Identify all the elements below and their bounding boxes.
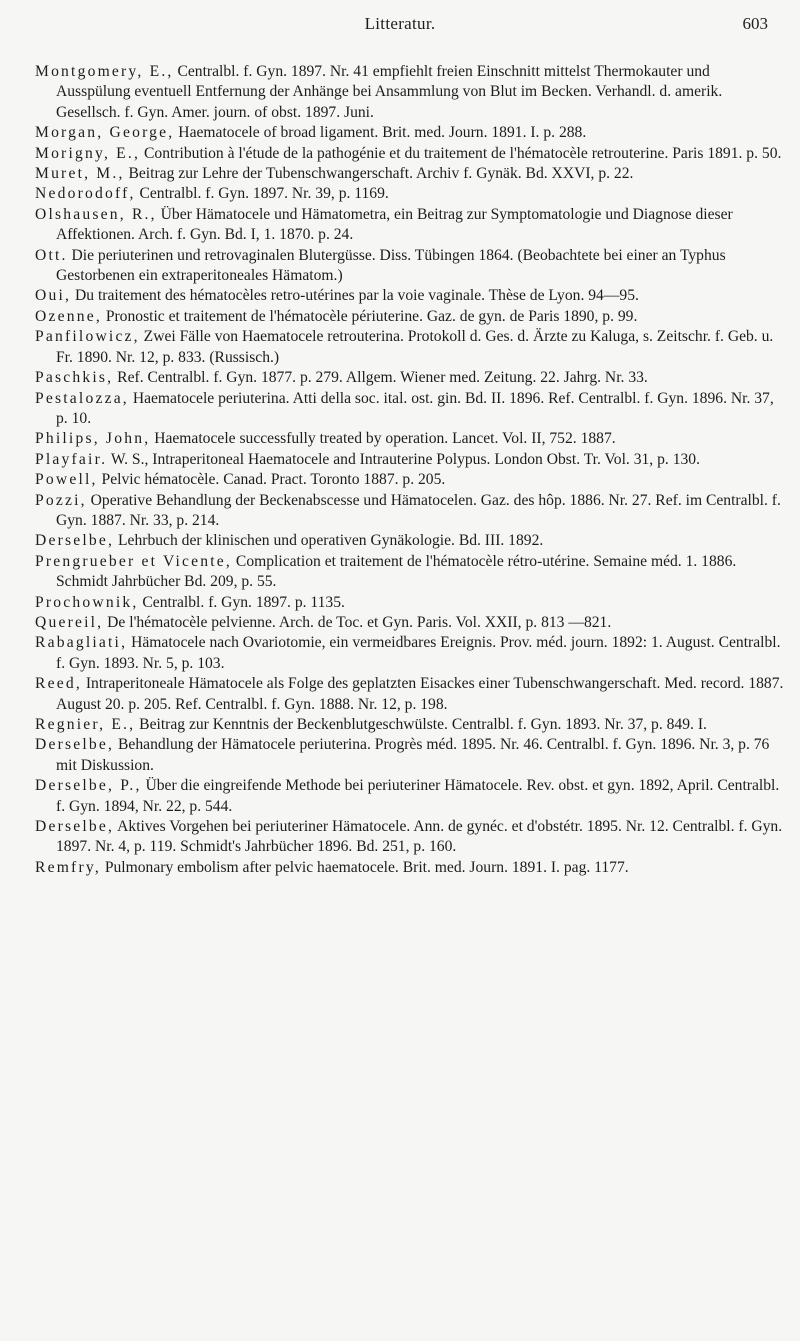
entry-author: Morgan, George, bbox=[35, 124, 175, 142]
entry-text: Behandlung der Hämatocele periuterina. Progrès méd. 1895. Nr. 46. Centralbl. f. Gyn. 1896. Nr. 3, p. 76 mit Diskussion. bbox=[56, 736, 770, 774]
entry-text: Operative Behandlung der Beckenabscesse und Hämatocelen. Gaz. des hôp. 1886. Nr. 27. Ref. im Centralbl. f. Gyn. 1887. Nr. 33, p. 214. bbox=[56, 491, 781, 529]
bibliography-entry bbox=[35, 613, 787, 633]
bibliography-entry bbox=[35, 552, 787, 593]
entry-text: Die periuterinen und retrovaginalen Blutergüsse. Diss. Tübingen 1864. (Beobachtete bei einer an Typhus Gestorbenen ein extraperitoneales Hämatom.) bbox=[56, 246, 726, 285]
entry-text: Haematocele of broad ligament. Brit. med. Journ. 1891. I. p. 288. bbox=[174, 124, 587, 142]
bibliography-entry bbox=[35, 531, 787, 551]
entry-author: Playfair. bbox=[35, 450, 108, 468]
entry-text: Pulmonary embolism after pelvic haematocele. Brit. med. Journ. 1891. I. pag. 1177. bbox=[100, 858, 629, 876]
bibliography-entry bbox=[35, 164, 787, 184]
bibliography-entry bbox=[35, 123, 787, 143]
entry-author: Oui, bbox=[35, 287, 72, 305]
bibliography-entry bbox=[35, 450, 787, 470]
entry-author: Remfry, bbox=[35, 858, 101, 876]
bibliography-entry bbox=[35, 205, 787, 246]
entry-text: Intraperitoneale Hämatocele als Folge des geplatzten Eisackes einer Tubenschwangerschaft. Med. record. 1887. August 20. p. 205. Ref. Centralbl. f. Gyn. 1888. Nr. 12, p. 198. bbox=[56, 675, 784, 713]
entry-text: Centralbl. f. Gyn. 1897. Nr. 41 empfiehlt freien Einschnitt mittelst Thermokauter und Ausspülung eventuell Entfernung der Anhänge bei Ansammlung von Blut im Becken. Verhandl. d. amerik. Gesellsch. f. Gyn. Amer. journ. of obst. 1897. Juni. bbox=[56, 63, 723, 121]
entry-author: Philips, John, bbox=[35, 430, 151, 448]
bibliography-entry bbox=[35, 674, 787, 715]
entry-author: Pozzi, bbox=[35, 491, 87, 509]
bibliography-entry bbox=[35, 633, 787, 674]
entry-text: Haematocele periuterina. Atti della soc. ital. ost. gin. Bd. II. 1896. Ref. Centralbl. f. Gyn. 1896. Nr. 37, p. 10. bbox=[56, 389, 774, 427]
entry-author: Olshausen, R., bbox=[35, 205, 157, 223]
entry-author: Prochownik, bbox=[35, 593, 139, 611]
page-header bbox=[0, 14, 800, 40]
entry-author: Pestalozza, bbox=[35, 389, 129, 407]
bibliography-entry bbox=[35, 184, 787, 204]
bibliography-entry bbox=[35, 389, 787, 430]
entry-author: Muret, M., bbox=[35, 165, 125, 183]
entry-text: Centralbl. f. Gyn. 1897. Nr. 39, p. 1169. bbox=[135, 185, 389, 203]
entry-author: Nedorodoff, bbox=[35, 185, 136, 203]
entry-author: Derselbe, bbox=[35, 736, 115, 754]
entry-author: Morigny, E., bbox=[35, 144, 141, 162]
entry-author: Paschkis, bbox=[35, 369, 114, 387]
bibliography-entry bbox=[35, 62, 787, 123]
entry-text: De l'hématocèle pelvienne. Arch. de Toc. et Gyn. Paris. Vol. XXII, p. 813 —821. bbox=[103, 613, 612, 631]
entry-text: Lehrbuch der klinischen und operativen Gynäkologie. Bd. III. 1892. bbox=[114, 532, 544, 550]
entry-text: Pelvic hématocèle. Canad. Pract. Toronto 1887. p. 205. bbox=[97, 471, 446, 489]
bibliography-entry bbox=[35, 817, 787, 858]
bibliography-entry bbox=[35, 470, 787, 490]
bibliography-entry bbox=[35, 735, 787, 776]
entry-text: Contribution à l'étude de la pathogénie et du traitement de l'hématocèle retrouterine. Paris 1891. p. 50. bbox=[140, 144, 782, 162]
entry-author: Ozenne, bbox=[35, 307, 102, 325]
entry-text: Zwei Fälle von Haematocele retrouterina. Protokoll d. Ges. d. Ärzte zu Kaluga, s. Zeitschr. f. Geb. u. Fr. 1890. Nr. 12, p. 833. (Russisch.) bbox=[56, 328, 774, 366]
bibliography-entry bbox=[35, 858, 787, 878]
bibliography-entry bbox=[35, 307, 787, 327]
entry-text: Complication et traitement de l'hématocèle rétro-utérine. Semaine méd. 1. 1886. Schmidt Jahrbücher Bd. 209, p. 55. bbox=[56, 552, 737, 591]
entry-text: Du traitement des hématocèles retro-utérines par la voie vaginale. Thèse de Lyon. 94—95. bbox=[71, 287, 639, 305]
running-title: Litteratur. bbox=[364, 14, 436, 33]
entry-author: Quereil, bbox=[35, 613, 104, 631]
bibliography-entry bbox=[35, 491, 787, 532]
entry-author: Powell, bbox=[35, 471, 98, 489]
bibliography-entry bbox=[35, 715, 787, 735]
entry-author: Derselbe, bbox=[35, 818, 115, 836]
entry-author: Reed, bbox=[35, 675, 82, 693]
entry-text: Über Hämatocele und Hämatometra, ein Beitrag zur Symptomatologie und Diagnose dieser Affektionen. Arch. f. Gyn. Bd. I, 1. 1870. p. 24. bbox=[56, 205, 733, 244]
bibliography-entry bbox=[35, 327, 787, 368]
bibliography-entry bbox=[35, 429, 787, 449]
bibliography-entry bbox=[35, 246, 787, 287]
bibliography-entry bbox=[35, 144, 787, 164]
entry-text: Beitrag zur Kenntnis der Beckenblutgeschwülste. Centralbl. f. Gyn. 1893. Nr. 37, p. 849. I. bbox=[135, 716, 707, 733]
bibliography-entry bbox=[35, 593, 787, 613]
bibliography-entry bbox=[35, 286, 787, 306]
entry-text: W. S., Intraperitoneal Haematocele and Intrauterine Polypus. London Obst. Tr. Vol. 31, p. 130. bbox=[107, 450, 700, 468]
bibliography-entry bbox=[35, 368, 787, 388]
entry-author: Regnier, E., bbox=[35, 716, 136, 733]
entry-author: Rabagliati, bbox=[35, 634, 128, 652]
entry-author: Derselbe, bbox=[35, 532, 115, 550]
entry-author: Derselbe, P., bbox=[35, 777, 142, 795]
entry-text: Aktives Vorgehen bei periuteriner Hämatocele. Ann. de gynéc. et d'obstétr. 1895. Nr. 12. Centralbl. f. Gyn. 1897. Nr. 4, p. 119. Schmidt's Jahrbücher 1896. Bd. 251, p. 160. bbox=[56, 818, 783, 856]
entry-text: Beitrag zur Lehre der Tubenschwangerschaft. Archiv f. Gynäk. Bd. XXVI, p. 22. bbox=[124, 165, 634, 183]
entry-text: Centralbl. f. Gyn. 1897. p. 1135. bbox=[138, 593, 345, 611]
entry-text: Haematocele successfully treated by operation. Lancet. Vol. II, 752. 1887. bbox=[150, 430, 616, 448]
entry-text: Ref. Centralbl. f. Gyn. 1877. p. 279. Allgem. Wiener med. Zeitung. 22. Jahrg. Nr. 33. bbox=[113, 369, 648, 387]
entry-author: Panfilowicz, bbox=[35, 328, 140, 346]
entry-author: Montgomery, E., bbox=[35, 63, 174, 80]
entry-text: Pronostic et traitement de l'hématocèle périuterine. Gaz. de gyn. de Paris 1890, p. 99. bbox=[101, 307, 638, 325]
bibliography-entry bbox=[35, 776, 787, 817]
bibliography-list bbox=[35, 62, 787, 878]
entry-text: Hämatocele nach Ovariotomie, ein vermeidbares Ereignis. Prov. méd. journ. 1892: 1. August. Centralbl. f. Gyn. 1893. Nr. 5, p. 103. bbox=[56, 634, 781, 672]
entry-text: Über die eingreifende Methode bei periuteriner Hämatocele. Rev. obst. et gyn. 1892, April. Centralbl. f. Gyn. 1894, Nr. 22, p. 544. bbox=[56, 777, 780, 815]
entry-author: Ott. bbox=[35, 246, 68, 264]
page-number: 603 bbox=[742, 14, 768, 33]
entry-author: Prengrueber et Vicente, bbox=[35, 552, 233, 570]
